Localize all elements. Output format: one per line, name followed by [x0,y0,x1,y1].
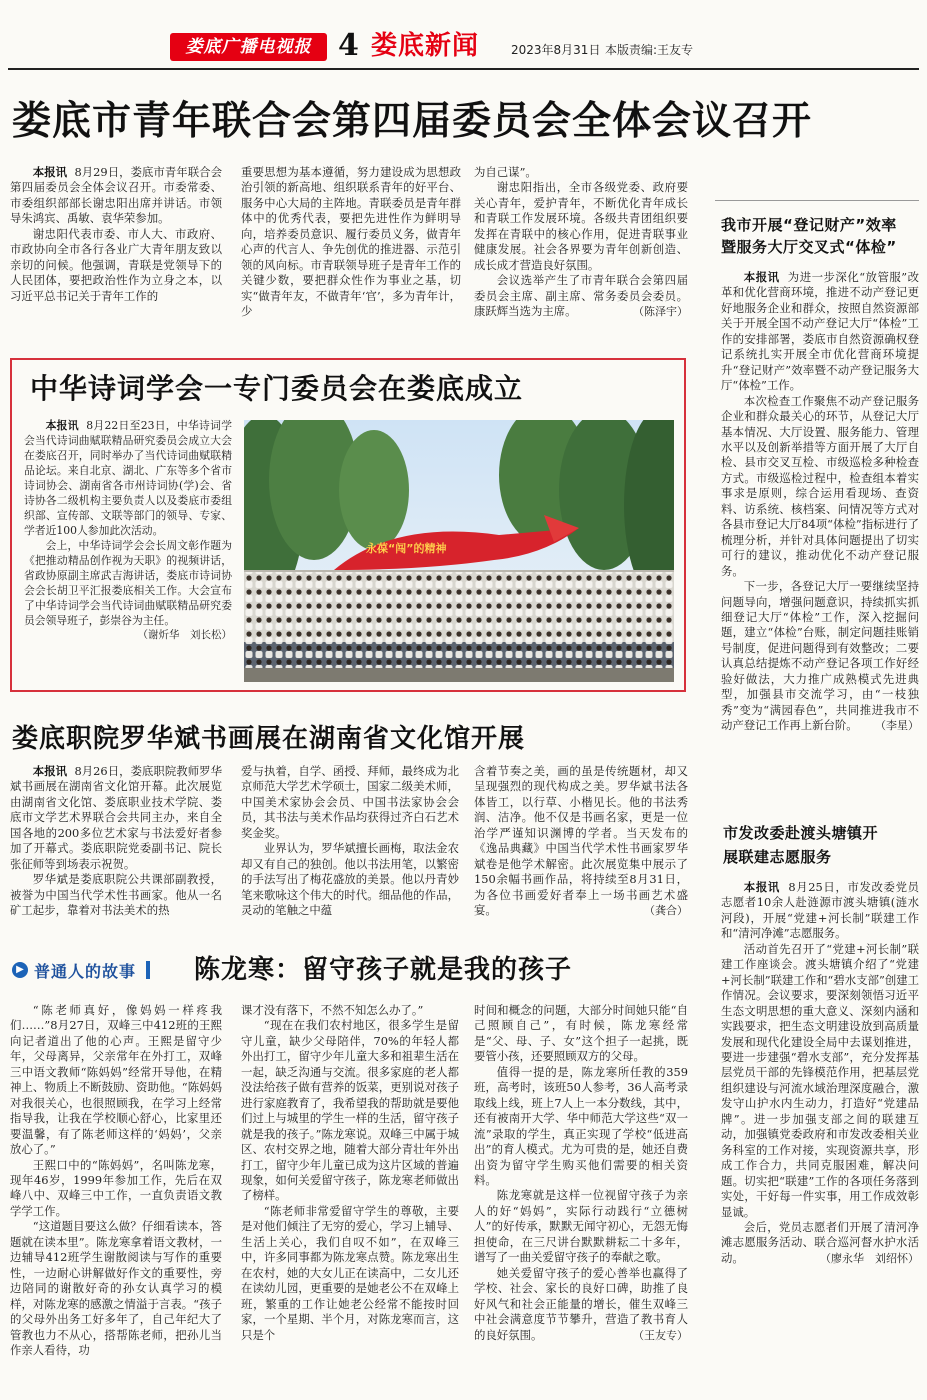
a1-paragraph: 重要思想为基本遵循，努力建设成为思想政治引领的新高地、组织联系青年的好平台、服务中心大局的主阵地。青联委员是青年群体中的优秀代表，要把先进性作为鲜明导向，培养委员意识、履行委员义务，做青年心声的代言人、争先创优的推进器、示范引领的风向标。市青联领导班子是青年工作的关键少数，要把群众性作为事业之基，切实“做青年友，不做青年‘官’，多为青年计，少 [241,165,461,319]
byline: （廖永华 刘绍怀） [820,1251,919,1265]
r2-paragraph: 8月25日，市发改委党员志愿者10余人赴涟源市渡头塘镇(涟水河段)，开展“党建+河长制”联建工作和“清河净滩”志愿服务。 [721,880,919,941]
a2-text [24,418,232,683]
photo-banner-text: 永葆“闯”的精神 [366,542,447,555]
a4-paragraph: 值得一提的是，陈龙寒所任教的359班，高考时，该班50人参考，36人高考录取线上线，班上7人上一本分数线，其中，还有被南开大学、华中师范大学这些“双一流”录取的学生，真正实现了学校“低进高出”的育人模式。尤为可贵的是，她还自费出资为留守学生购买他们需要的相关资料。 [474,1064,688,1187]
a1-column-2 [241,165,461,337]
dateline: 本报讯 [32,165,68,179]
byline: （王友专） [633,1328,688,1342]
a2-paragraph: 8月22日至23日，中华诗词学会当代诗词曲赋联精品研究委员会成立大会在娄底召开，同时举办了当代诗词曲赋联精品论坛。来自北京、湖北、广东等多个省市诗词协会、湖南省各市州诗词协(学)会、省诗协各二级机构主要负责人以及娄底市委组织部、宣传部、文联等部门的领导、专家、学者近100人参加此次活动。 [24,419,232,537]
page-editor: 本版责编:王友专 [605,43,694,57]
a1-column-3 [474,165,688,337]
story-column-tag [12,957,150,983]
headline-ndrc-volunteer-line2: 展联建志愿服务 [723,848,832,866]
r1-text [721,270,919,812]
a1-paragraph: 谢忠阳指出，全市各级党委、政府要关心青年，爱护青年，不断优化青年成长和青联工作发展环境。各级共青团组织要发挥在青联中的核心作用，促进青联事业健康发展。社会各界要为青年创新创造、成长成才营造良好氛围。 [474,180,688,272]
headline-teacher-story: 陈龙寒：留守孩子就是我的孩子 [194,955,573,985]
a3-paragraph: 8月26日，娄底职院教师罗华斌书画展在湖南省文化馆开幕。此次展览由湖南省文化馆、娄底职业技术学院、娄底市文学艺术界联合会共同主办，来自全国各地的200多位艺术家与书法爱好者参加了开幕式。娄底职院党委副书记、院长张征师等到场表示祝贺。 [10,764,222,871]
a3-column-3 [474,764,688,936]
dateline: 本报讯 [743,880,780,894]
a1-column-1 [10,165,222,337]
a3-paragraph: 含着节奏之美，画的虽是传统题材，却又呈现强烈的现代构成之美。罗华斌书法各体皆工，以行草、小楷见长。他的书法秀润、洁净。他不仅是书画名家，更是一位治学严谨知识渊博的学者。当天发布的《逸品典藏》中国当代学术性书画家罗华斌卷是他学术解密。此次展览集中展示了150余幅书画作品，将持续至8月31日，为各位书画爱好者奉上一场书画艺术盛宴。 [474,764,688,918]
a3-column-2 [241,764,459,936]
headline-youth-federation: 娄底市青年联合会第四届委员会全体会议召开 [12,99,813,144]
right-rule-top [715,200,919,201]
a3-paragraph: 爱与执着，自学、函授、拜师，最终成为北京师范大学艺术学硕士，国家二级美术师，中国美术家协会会员、中国书法家协会会员，其书法与美术作品均获得过齐白石艺术奖金奖。 [241,764,459,840]
headline-poetry-society: 中华诗词学会一专门委员会在娄底成立 [30,372,524,405]
headline-property-registration-line2: 暨服务大厅交叉式“体检” [721,238,897,256]
headline-ndrc-volunteer: 市发改委赴渡头塘镇开 [723,824,879,842]
a1-paragraph: 会议选举产生了市青年联合会第四届委员会主席、副主席、常务委员会委员。康跃辉当选为主席。 [474,273,688,319]
a4-paragraph: 课才没有落下，不然不知怎么办了。” [241,1003,424,1017]
column-tag-divider [146,961,150,979]
r2-text [721,880,919,1392]
masthead-rule [8,68,919,70]
a4-paragraph: “陈老师非常爱留守学生的尊敬，主要是对他们倾注了无穷的爱心，学习上辅导、生活上关心，我们自叹不如”，在双峰三中，许多同事都为陈龙寒点赞。陈龙寒出生在农村，她的大女儿正在读高中，二女儿还在读幼儿园，更重要的是她老公不在双峰上班，繁重的工作让她老公经常不能按时回家，一个星期、半个月，对陈龙寒而言，这只是个 [241,1203,459,1342]
group-photo [244,420,674,682]
column-label: 普通人的故事 [34,961,137,981]
a2-paragraph: 会上，中华诗词学会会长周文彰作题为《把推动精品创作视为天职》的视频讲话，省政协原副主席武吉海讲话，娄底市诗词协会会长胡卫平汇报娄底相关工作。大会宣布了中华诗词学会当代诗词曲赋联精品研究委员会领导班子，彭崇谷为主任。 [24,539,232,627]
dateline: 本报讯 [45,419,79,432]
issue-date: 2023年8月31日 [511,43,601,57]
a4-paragraph: “这道题目要这么做？仔细看读本，答题就在读本里”。陈龙寒拿着语文教材，一边辅导412班学生谢散阅读与写作的重要性，一边耐心讲解做好作文的重要性，旁边陪同的谢散好奇的孙女认真学习的模样，对陈龙寒的感激之情溢于言表。“孩子的父母外出务工好多年了，自己年纪大了管教也力不从心，搭帮陈老师，把孙儿当作亲人看待，功 [10,1219,222,1357]
headline-property-registration: 我市开展“登记财产”效率 [721,216,897,234]
section-title: 娄底新闻 [371,31,480,61]
byline: （李星） [875,719,919,733]
r1-paragraph: 下一步，各登记大厅一要继续坚持问题导向，增强问题意识，持续抓实抓细登记大厅“体检”工作，深入挖掘问题，建立“体检”台账，制定问题挂账销号制度，促进问题得到有效整改；二要认真总结提炼不动产登记各项工作好经验好做法，大力推广成熟模式先进典型，加强县市交流学习，由“一枝独秀”变为“满园春色”，共同推进我市不动产登记工作再上新台阶。 [721,579,919,733]
a4-column-2 [241,1003,459,1393]
a1-paragraph: 8月29日，娄底市青年联合会第四届委员会全体会议召开。市委常委、市委组织部部长谢忠阳出席并讲话。市领导朱鸿宾、禹敏、袁华荣参加。 [10,165,222,226]
headline-calligraphy-exhibition: 娄底职院罗华斌书画展在湖南省文化馆开展 [12,724,526,754]
a4-paragraph: 时间和概念的问题，大部分时间她只能“自己照顾自己”，有时候，陈龙寒经常是“父、母、子、女”这个担子一起挑，既要管小孩，还要照顾双方的父母。 [474,1003,688,1064]
a4-paragraph: 王熙口中的“陈妈妈”，名叫陈龙寒，现年46岁，1999年参加工作，先后在双峰八中、双峰三中工作，一直负责语文教学学工作。 [10,1157,222,1218]
byline: （谢炘华 刘长松） [137,629,232,641]
a3-paragraph: 罗华斌是娄底职院公共课部副教授，被誉为中国当代学术性书画家。他从一名矿工起步，靠着对书法美术的热 [10,872,222,918]
a3-column-1 [10,764,222,936]
a3-paragraph: 业界认为，罗华斌擅长画梅，取法金农却又有自己的独创。他以书法用笔，以繁密的手法写出了梅花盛放的美景。他以丹青妙笔来歌咏这个伟大的时代。细品他的作品，灵动的笔触之中蕴 [241,841,459,918]
dateline: 本报讯 [743,270,780,284]
page-number: 4 [338,28,359,63]
r2-paragraph: 会后，党员志愿者们开展了清河净滩志愿服务活动、联合巡河督水护水活动。 [721,1219,919,1265]
a4-paragraph: “现在在我们农村地区，很多学生是留守儿童，缺少父母陪伴，70%的年轻人都外出打工，留守少年儿童大多和祖辈生活在一起，缺乏沟通与交流。很多家庭的老人都没法给孩子做有营养的饭菜，更别说对孩子进行家庭教育了，我希望我的帮助就是要他们过上与城里的学生一样的生活，留守孩子就是我的孩子。”陈龙寒说。双峰三中属于城区、农村交界之地，随着大部分青壮年外出打工，留守少年儿童已成为这片区域的普遍现象，如何关爱留守孩子，陈龙寒老师做出了榜样。 [241,1018,459,1203]
masthead [0,28,927,66]
a4-paragraph: “陈老师真好，像妈妈一样疼我们……”8月27日，双峰三中412班的王熙向记者道出了他的心声。王熙是留守少年，父母离异，父亲常年在外打工，双峰三中语文教师“陈妈妈”经常开导他，在精神上、物质上不断鼓励、资助他。“陈妈妈对我很关心，也很照顾我，在学习上经常指导我，让我在学校顺心舒心，比家里还要温馨，有了陈老师这样的‘妈妈’，父亲放心了。” [10,1003,222,1157]
dateline: 本报讯 [32,764,68,778]
byline: （陈泽宇） [633,305,688,319]
a1-paragraph: 为自己谋”。 [474,165,537,179]
a4-column-1 [10,1003,222,1393]
group-photo-illustration [244,420,674,682]
a1-paragraph: 谢忠阳代表市委、市人大、市政府、市政协向全市各行各业广大青年朋友致以亲切的问候。他强调，青联是党领导下的人民团体，要把政治性作为立身之本，以习近平总书记关于青年工作的 [10,226,222,303]
r1-paragraph: 本次检查工作聚焦不动产登记服务企业和群众最关心的环节，从登记大厅基本情况、大厅设置、服务能力、管理水平以及创新举措等方面开展了大厅自检、县市交叉互检、市级巡检多种检查方式。市级巡检过程中，检查组本着实事求是原则，综合运用看现场、查资料、访系统、核档案、问情况等方式对各县市登记大厅84项“体检”指标进行了梳理分析，并针对具体问题提出了切实可行的建议，推动优化不动产登记服务。 [721,393,919,578]
a4-paragraph: 陈龙寒就是这样一位视留守孩子为亲人的好“妈妈”，实际行动践行“立德树人”的好传承，默默无闻守初心，无怨无悔担使命，在三尺讲台默默耕耘二十多年，谱写了一曲关爱留守孩子的奉献之歌。 [474,1188,688,1265]
brand-badge: 娄底广播电视报 [170,33,327,61]
r2-paragraph: 活动首先召开了“党建+河长制”联建工作座谈会。渡头塘镇介绍了“党建+河长制”联建工作和“碧水支部”创建工作情况。会议要求，要深刻领悟习近平生态文明思想的重大意义、深刻内涵和实践要求，把生态文明建设放到高质量发展和现代化建设全局中去谋划推进，要进一步建强“碧水支部”，充分发挥基层党员干部的先锋模范作用，把基层党组织建设与河流水域治理深度融合，激发守山护水内生动力，打造好“党建品牌”。进一步加强支部之间的联建互动，加强镇党委政府和市发改委相关业务科室的工作对接，实现资源共享，形成工作合力，共同克服困难，解决问题。切实把“联建”工作的各项任务落到实处，干好每一件实事，用工作成效彰显诚。 [721,941,919,1219]
byline: （龚合） [644,904,688,918]
arrow-circle-icon: ▶ [12,962,28,978]
a4-column-3 [474,1003,688,1393]
a4-paragraph: 她关爱留守孩子的爱心善举也赢得了学校、社会、家长的良好口碑，助推了良好风气和社会正能量的增长，催生双峰三中社会满意度节节攀升，营造了教书育人的良好氛围。 [474,1265,688,1342]
r1-paragraph: 为进一步深化“放管服”改革和优化营商环境，推进不动产登记更好地服务企业和群众，按照自然资源部关于开展全国不动产登记大厅“体检”工作的安排部署，娄底市自然资源确权登记系统扎实开展全市优化营商环境提升“登记财产”效率暨不动产登记服务大厅“体检”工作。 [721,270,919,393]
